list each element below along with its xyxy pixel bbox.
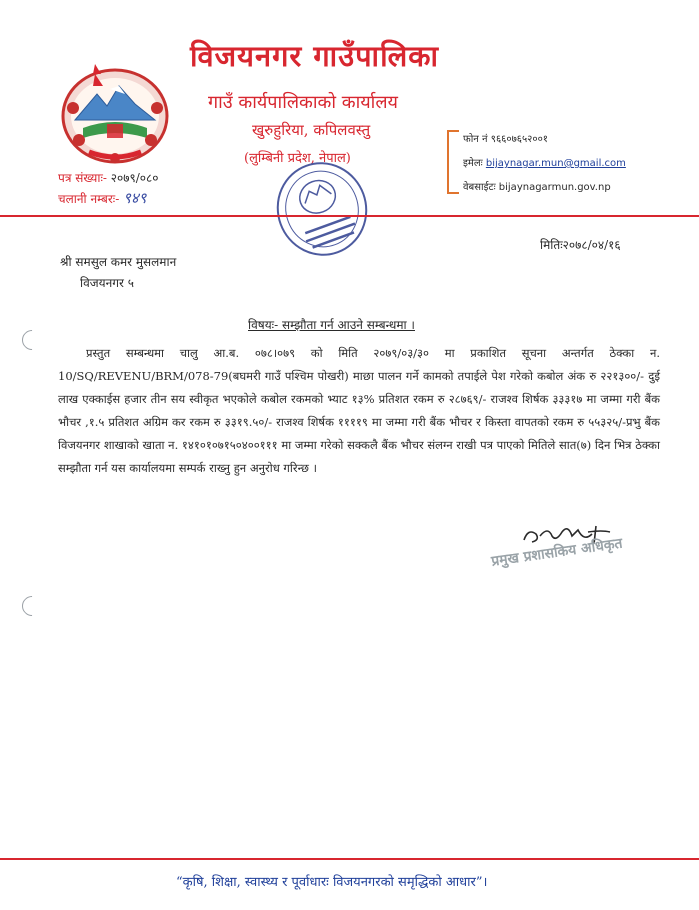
email-label: इमेलः [463,158,483,169]
email-link[interactable]: bijaynagar.mun@gmail.com [485,158,626,169]
letter-number-label: पत्र संख्याः- [58,171,107,185]
header-divider [0,215,699,217]
address-line-1: खुरुहुरिया, कपिलवस्तु [252,121,371,139]
recipient-block [60,252,176,294]
phone-label: फोन नं [463,134,488,145]
punch-hole-icon [18,326,46,354]
footer-divider [0,858,699,860]
reference-block [58,168,159,209]
footer-motto: “कृषि, शिक्षा, स्वास्थ्य र पूर्वाधारः विजयनगरको समृद्धिको आधार”। [176,875,488,890]
recipient-address: विजयनगर ५ [80,276,135,290]
municipality-title: विजयनगर गाउँपालिका [190,39,440,73]
dispatch-number [58,188,159,209]
contact-email [463,155,626,169]
body-paragraph: प्रस्तुत सम्बन्धमा चालु आ.ब. ०७८।०७९ को मिति २०७९/०३/३० मा प्रकाशित सूचना अन्तर्गत ठेक्का न. 10/SQ/REVENU/BRM/078-79(बघमरी गाउँ पश्चिम पोखरी) माछा पालन गर्ने कामको तपाईले पेश गरेको कबोल अंक रु २२१३००/- दुई लाख एक्काईस हजार तीन सय स्वीकृत भएकोले कबोल रकमको भ्याट १३% प्रतिशत रकम रु २८७६९/- राजश्व शिर्षक ३३३१७ मा जम्मा गरी बैंक भौचर ,१.५ प्रतिशत अग्रिम कर रकम रु ३३१९.५०/- राजश्व शिर्षक ११११९ मा जम्मा गरी बैंक भौचर र किस्ता वापतको रकम रु ५५३२५/-प्रभु बैंक विजयनगर शाखाको खाता न. १४१०१०७१५०४००१११ मा जम्मा गरेको सक्कलै बैंक भौचर संलग्न राखी पत्र पाएको मितिले सात(७) दिन भित्र ठेक्का सम्झौता गर्न यस कार्यालयमा सम्पर्क राख्नु हुन अनुरोध गरिन्छ । [58,346,660,475]
phone-value: ९६६०७६५२००१ [490,134,548,145]
letter-body [58,342,660,480]
website-value[interactable]: bijaynagarmun.gov.np [498,182,611,193]
dispatch-number-label: चलानी नम्बरः- [58,192,120,206]
letter-number [58,168,159,188]
dispatch-number-value: ९४९ [123,189,147,207]
nepal-emblem-icon [55,58,175,166]
contact-phone [463,131,548,145]
office-subtitle: गाउँ कार्यपालिकाको कार्यालय [208,92,398,113]
contact-website [463,179,611,193]
recipient-name: श्री समसुल कमर मुसलमान [60,255,177,269]
office-stamp-icon [272,156,372,262]
letter-date: मितिः२०७८/०४/१६ [540,238,621,252]
contact-bracket [447,130,459,194]
letter-subject: विषयः- सम्झौता गर्न आउने सम्बन्धमा । [248,318,415,332]
website-label: वेबसाईटः [463,182,496,193]
punch-hole-icon [18,592,46,620]
address-line-2: (लुम्बिनी प्रदेश, नेपाल) [244,151,351,166]
letter-number-value: २०७९/०८० [110,171,159,185]
signatory-title: प्रमुख प्रशासकिय अधिकृत [490,535,624,570]
